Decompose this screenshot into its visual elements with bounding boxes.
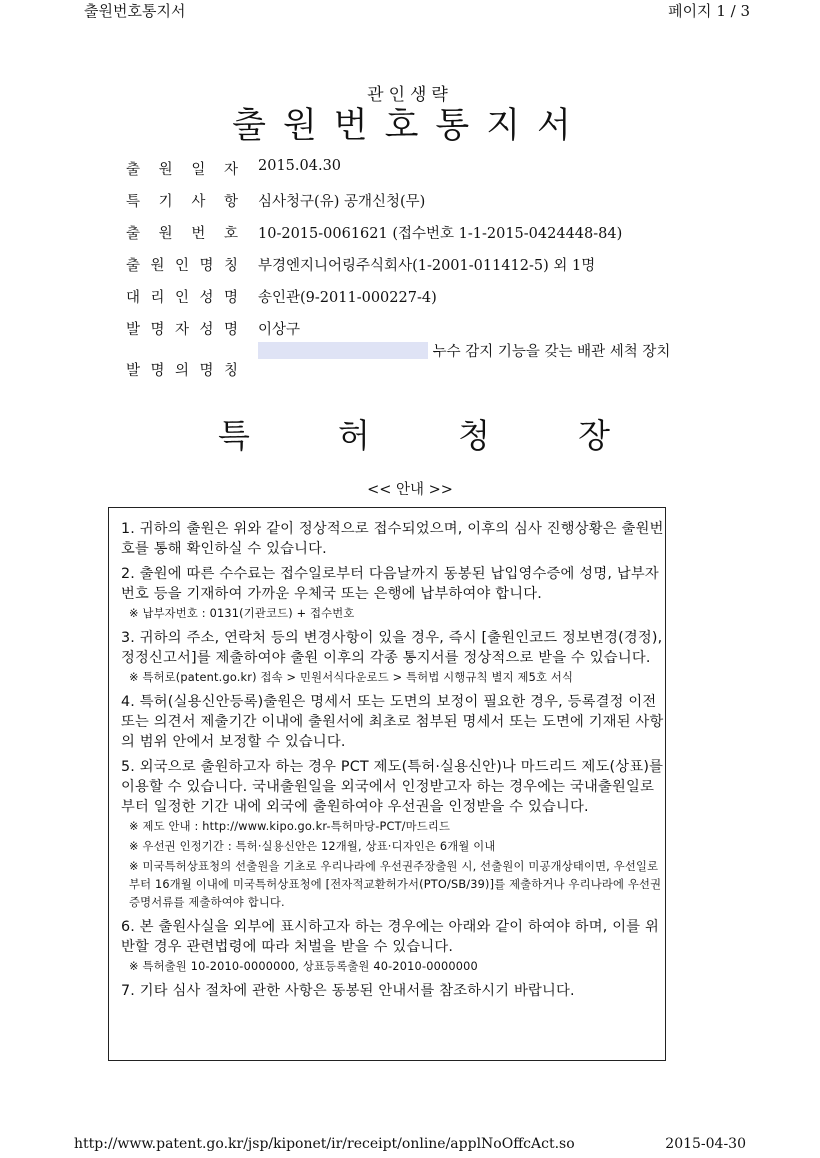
label-char: 인 (174, 258, 189, 274)
seal-omitted-label: 관인생략 (367, 85, 453, 105)
label-char: 일 (191, 162, 206, 178)
notice-note: ※ 특허로(patent.go.kr) 접속 > 민원서식다운로드 > 특허법 시행규칙 별지 제5호 서식 (129, 671, 574, 684)
notice-item (121, 564, 665, 623)
info-label (126, 286, 238, 307)
notice-item (121, 519, 665, 559)
info-value: 심사청구(유) 공개신청(무) (258, 194, 426, 210)
label-char: 칭 (223, 363, 238, 379)
label-char: 발 (126, 322, 141, 338)
label-char: 명 (199, 363, 214, 379)
label-char: 명 (223, 322, 238, 338)
office-char: 허 (338, 416, 370, 455)
label-char: 자 (223, 162, 238, 178)
info-value: 10-2015-0061621 (접수번호 1-1-2015-0424448-84) (258, 226, 623, 242)
office-char: 특 (218, 416, 250, 455)
notice-text: 7. 기타 심사 절차에 관한 사항은 동봉된 안내서를 참조하시기 바랍니다. (121, 983, 575, 999)
notice-item (121, 981, 665, 1001)
label-char: 출 (126, 258, 141, 274)
label-char: 자 (174, 322, 189, 338)
info-value: 송인관(9-2011-000227-4) (258, 290, 437, 306)
page-title: 출원번호통지서 (232, 106, 588, 146)
info-row-applicant (126, 246, 706, 278)
label-char: 번 (191, 226, 206, 242)
label-char: 명 (150, 322, 165, 338)
label-char: 발 (126, 363, 141, 379)
label-char: 명 (223, 290, 238, 306)
info-row-agent (126, 278, 706, 310)
info-value: 이상구 (258, 322, 301, 338)
notice-note: ※ 미국특허상표청의 선출원을 기초로 우리나라에 우선권주장출원 시, 선출원이 미공개상태이면, 우선일로부터 16개월 이내에 미국특허상표청에 [전자적교환허가서(PTO/SB/39)]를 제출하거나 우리나라에 우선권 증명서류를 제출하여야 합니다. (129, 860, 662, 909)
notice-box (108, 507, 666, 1061)
invention-title-text: 누수 감지 기능을 갖는 배관 세척 장치 (432, 344, 671, 360)
info-label (126, 222, 238, 243)
label-char: 특 (126, 194, 141, 210)
label-char: 출 (126, 226, 141, 242)
redaction-bar (258, 342, 428, 359)
office-char: 청 (458, 416, 490, 455)
info-value: 부경엔지니어링주식회사(1-2001-011412-5) 외 1명 (258, 258, 596, 274)
label-char: 성 (199, 290, 214, 306)
info-row-special-notes (126, 182, 706, 214)
page-indicator: 페이지 1 / 3 (668, 2, 750, 20)
print-footer-date: 2015-04-30 (665, 1136, 746, 1152)
label-char: 대 (126, 290, 141, 306)
notice-text: 5. 외국으로 출원하고자 하는 경우 PCT 제도(특허·실용신안)나 마드리드 제도(상표)를 이용할 수 있습니다. 국내출원일을 외국에서 인정받고자 하는 경우에는 국내출원일로부터 일정한 기간 내에 외국에 출원하여야 우선권을 인정받을 수 있습니다. (121, 759, 664, 815)
label-char: 원 (158, 226, 173, 242)
info-value: 2015.04.30 (258, 158, 342, 174)
label-char: 원 (158, 162, 173, 178)
label-char: 명 (150, 363, 165, 379)
label-char: 리 (150, 290, 165, 306)
notice-note: ※ 우선권 인정기간 : 특허·실용신안은 12개월, 상표·디자인은 6개월 이내 (129, 840, 496, 853)
label-char: 기 (158, 194, 173, 210)
print-footer-url: http://www.patent.go.kr/jsp/kiponet/ir/receipt/online/applNoOffcAct.so (74, 1136, 575, 1152)
label-char: 칭 (223, 258, 238, 274)
notice-text: 4. 특허(실용신안등록)출원은 명세서 또는 도면의 보정이 필요한 경우, 등록결정 이전 또는 의견서 제출기간 이내에 출원서에 최초로 첨부된 명세서 또는 도면에 기재된 사항의 범위 안에서 보정할 수 있습니다. (121, 694, 664, 750)
info-row-filing-date (126, 150, 706, 182)
info-value (258, 342, 698, 362)
info-label (126, 318, 238, 339)
print-header-doc-name: 출원번호통지서 (84, 2, 186, 20)
label-char: 원 (150, 258, 165, 274)
notice-item (121, 917, 665, 976)
guide-heading: << 안내 >> (367, 482, 453, 498)
info-label (126, 359, 238, 380)
notice-item (121, 757, 665, 912)
info-row-inventor (126, 310, 706, 342)
label-char: 명 (199, 258, 214, 274)
notice-text: 6. 본 출원사실을 외부에 표시하고자 하는 경우에는 아래와 같이 하여야 하며, 이를 위반할 경우 관련법령에 따라 처벌을 받을 수 있습니다. (121, 919, 660, 955)
office-char: 장 (578, 416, 610, 455)
notice-note: ※ 납부자번호 : 0131(기관코드) + 접수번호 (129, 607, 355, 620)
info-label (126, 158, 238, 179)
label-char: 성 (199, 322, 214, 338)
label-char: 출 (126, 162, 141, 178)
info-label (126, 190, 238, 211)
label-char: 사 (191, 194, 206, 210)
notice-note: ※ 특허출원 10-2010-0000000, 상표등록출원 40-2010-0000000 (129, 960, 478, 973)
label-char: 항 (223, 194, 238, 210)
label-char: 호 (223, 226, 238, 242)
notice-item (121, 692, 665, 752)
notice-text: 2. 출원에 따른 수수료는 접수일로부터 다음날까지 동봉된 납입영수증에 성명, 납부자번호 등을 기재하여 가까운 우체국 또는 은행에 납부하여야 합니다. (121, 566, 659, 602)
application-info (126, 150, 706, 392)
print-header (0, 0, 820, 22)
issuing-office (218, 410, 610, 457)
info-label (126, 254, 238, 275)
label-char: 인 (174, 290, 189, 306)
info-row-invention-title (126, 342, 706, 392)
label-char: 의 (174, 363, 189, 379)
notice-item (121, 628, 665, 687)
info-row-application-number (126, 214, 706, 246)
notice-text: 1. 귀하의 출원은 위와 같이 정상적으로 접수되었으며, 이후의 심사 진행상황은 출원번호를 통해 확인하실 수 있습니다. (121, 521, 664, 557)
notice-note: ※ 제도 안내 : http://www.kipo.go.kr-특허마당-PCT/마드리드 (129, 820, 451, 833)
notice-text: 3. 귀하의 주소, 연락처 등의 변경사항이 있을 경우, 즉시 [출원인코드 정보변경(경정), 정정신고서]를 제출하여야 출원 이후의 각종 통지서를 정상적으로 받을 수 있습니다. (121, 630, 663, 666)
